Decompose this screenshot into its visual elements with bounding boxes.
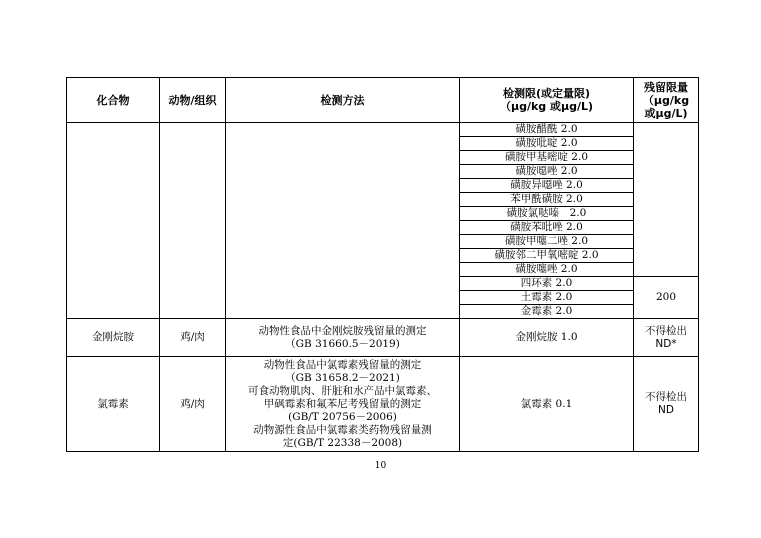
table-header-row	[67, 78, 699, 123]
limit-cell: 磺胺甲噻二唑 2.0	[460, 235, 634, 249]
limit-cell: 磺胺噻唑 2.0	[460, 263, 634, 277]
limit-cell: 磺胺异噁唑 2.0	[460, 179, 634, 193]
residue-cell-continued	[634, 123, 699, 277]
page-number: 10	[374, 461, 387, 471]
limit-cell: 磺胺甲基嘧啶 2.0	[460, 151, 634, 165]
limit-cell: 磺胺氯哒嗪 2.0	[460, 207, 634, 221]
method-line: (GB/T 20756－2006)	[288, 410, 397, 423]
limit-cell: 金霉素 2.0	[460, 305, 634, 319]
method-cell	[226, 319, 460, 357]
method-line: 动物源性食品中氯霉素类药物残留量测	[253, 423, 432, 436]
header-method: 检测方法	[226, 78, 460, 123]
residue-limits-table	[66, 77, 699, 452]
method-cell-continued	[226, 123, 460, 319]
limit-cell: 土霉素 2.0	[460, 291, 634, 305]
header-animal-tissue: 动物/组织	[160, 78, 226, 123]
limit-cell: 磺胺邻二甲氧嘧啶 2.0	[460, 249, 634, 263]
limit-cell: 磺胺醋酰 2.0	[460, 123, 634, 137]
residue-cell	[634, 319, 699, 357]
tissue-cell: 鸡/肉	[160, 357, 226, 452]
method-line: （GB 31658.2－2021)	[285, 371, 400, 384]
tetracycline-residue-cell: 200	[634, 277, 699, 319]
residue-line: 不得检出	[645, 324, 687, 337]
residue-line: ND*	[655, 337, 677, 350]
table-row-chloramphenicol	[67, 357, 699, 452]
table-row	[67, 123, 699, 137]
header-residue-limit-line2: （μg/kg	[642, 93, 690, 107]
header-residue-limit-line1: 残留限量	[644, 80, 688, 94]
header-detection-limit	[460, 78, 634, 123]
method-line: 动物性食品中氯霉素残留量的测定	[263, 358, 422, 371]
method-line: 动物性食品中金刚烷胺残留量的测定	[258, 324, 427, 337]
limit-cell: 氯霉素 0.1	[460, 357, 634, 452]
limit-cell: 苯甲酰磺胺 2.0	[460, 193, 634, 207]
limit-cell: 四环素 2.0	[460, 277, 634, 291]
method-line: 甲砜霉素和氟苯尼考残留量的测定	[263, 397, 422, 410]
residue-line: 不得检出	[645, 391, 687, 403]
method-line: （GB 31660.5－2019)	[285, 337, 400, 350]
header-residue-limit	[634, 78, 699, 123]
residue-line: ND	[658, 404, 674, 416]
method-line: 定(GB/T 22338－2008)	[282, 436, 403, 449]
compound-cell: 金刚烷胺	[67, 319, 160, 357]
header-detection-limit-line1: 检测限(或定量限)	[502, 87, 591, 100]
limit-cell: 磺胺噁唑 2.0	[460, 165, 634, 179]
residue-cell	[634, 357, 699, 452]
table-row-amantadine	[67, 319, 699, 357]
limit-cell: 磺胺苯吡唑 2.0	[460, 221, 634, 235]
limit-cell: 磺胺吡啶 2.0	[460, 137, 634, 151]
tissue-cell-continued	[160, 123, 226, 319]
header-detection-limit-line2: （μg/kg 或μg/L)	[499, 100, 594, 113]
header-residue-limit-line3: 或μg/L)	[644, 106, 688, 120]
method-cell	[226, 357, 460, 452]
limit-cell: 金刚烷胺 1.0	[460, 319, 634, 357]
tissue-cell: 鸡/肉	[160, 319, 226, 357]
method-line: 可食动物肌肉、肝脏和水产品中氯霉素、	[248, 384, 437, 397]
compound-cell-continued	[67, 123, 160, 319]
compound-cell: 氯霉素	[67, 357, 160, 452]
header-compound: 化合物	[67, 78, 160, 123]
